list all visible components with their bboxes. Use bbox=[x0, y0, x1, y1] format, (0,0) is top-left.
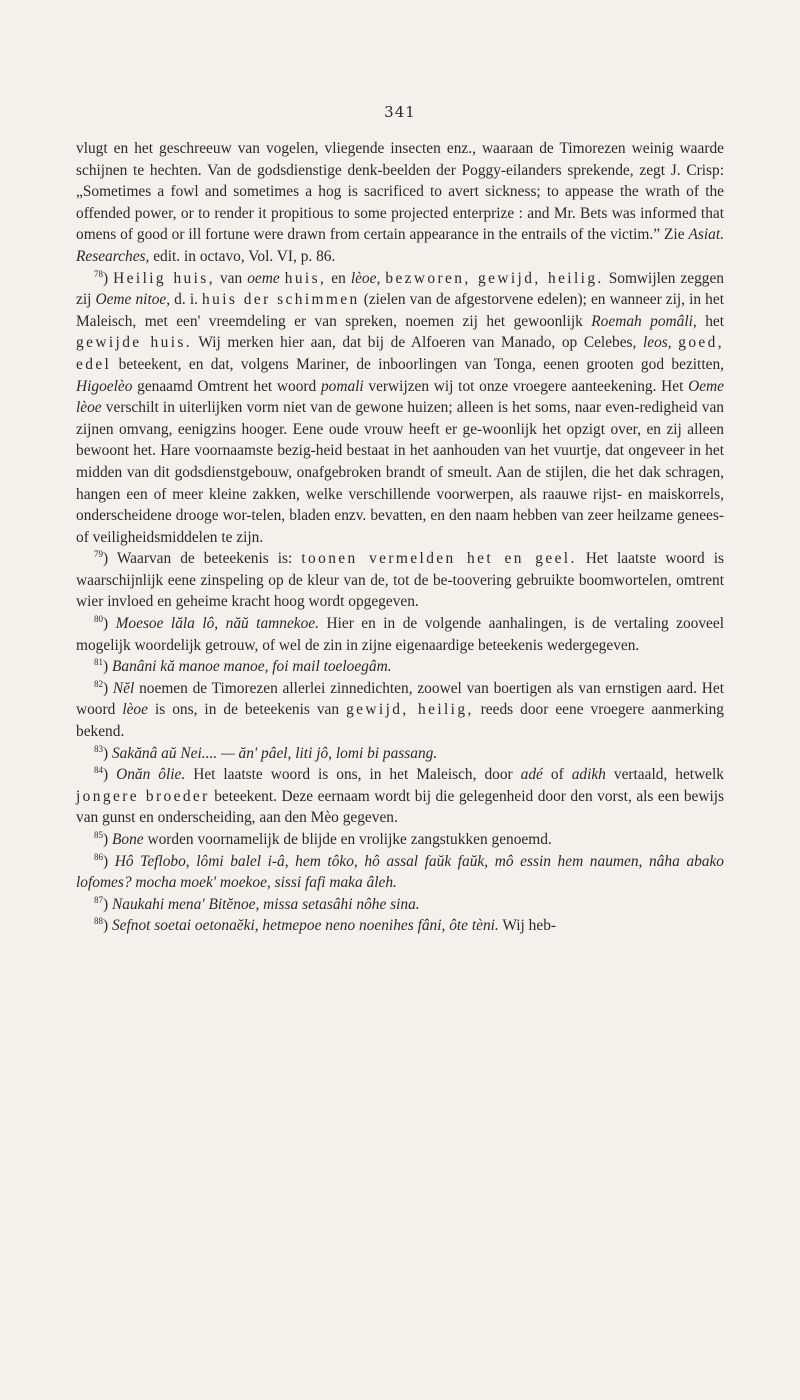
footnote-number: 84 bbox=[94, 765, 103, 776]
italic-text: Bone bbox=[111, 831, 144, 848]
footnote-text-block bbox=[76, 138, 724, 937]
italic-text: leos, bbox=[642, 334, 672, 352]
italic-text: Asiat. Researches, bbox=[76, 226, 724, 265]
text-run: genaamd Omtrent het woord bbox=[132, 377, 321, 395]
footnote-number: 81 bbox=[94, 657, 103, 668]
italic-text: Nĕl bbox=[112, 679, 135, 697]
footnote-number: 78 bbox=[94, 268, 103, 279]
italic-text: Sefnot soetai oetonaĕki, hetmepoe neno noenihes fâni, ôte tèni. bbox=[111, 917, 499, 935]
footnote-number: 80 bbox=[94, 613, 103, 624]
page-number: 341 bbox=[384, 103, 416, 121]
text-run: Hier en in de volgende aanhalingen, is de vertaling zooveel mogelijk woordelijk getrouw, of wel de zin in zijne eigenaardige beteekenis wedergegeven. bbox=[76, 615, 724, 654]
spaced-text: huis der schimmen bbox=[202, 291, 360, 309]
spaced-text: gewijde huis. bbox=[76, 334, 193, 352]
text-run: worden voornamelijk de blijde en vrolijke zangstukken genoemd. bbox=[143, 831, 552, 848]
italic-text: Oeme lèoe bbox=[76, 377, 724, 417]
text-run: ) bbox=[103, 744, 112, 762]
text-run: Wij heb- bbox=[498, 917, 557, 935]
italic-text: Higoelèo bbox=[76, 377, 133, 395]
text-run: verschilt in uiterlijken vorm niet van de gewone huizen; alleen is het soms, naar even-redigheid van zijnen omvang, eenigzins hooger. Eene oude vrouw heeft er ge-woonlijk het opzigt over, en zij alleen bewoont het. Hare voornaamste bezig-heid bestaat in het aanhouden van het vuurtje, dat ongeveer in het midden van dit godsdienstgebouw, onafgebroken brandt of smeult. Aan de stijlen, die het dak schragen, hangen een of meer kleine zakken, welke verschillende voorwerpen, als raauwe rijst- en maiskorrels, onderscheidene drooge wor-telen, bladen enzv. bevatten, en den naam hebben van zeer heilzame genees- of veiligheidsmiddelen te zijn. bbox=[76, 399, 724, 546]
italic-text: Naukahi mena' Bitĕnoe, missa setasâhi nôhe sina. bbox=[111, 895, 420, 913]
text-run: Het laatste woord is waarschijnlijk eene zinspeling op de kleur van de, tot de be-toovering gebruikte boomwortelen, omtrent wier invloed en geheime kracht hoog wordt opgegeven. bbox=[76, 550, 724, 611]
footnote-number: 82 bbox=[94, 678, 103, 689]
footnote-86 bbox=[76, 851, 724, 894]
footnote-79 bbox=[76, 548, 724, 613]
spaced-text: Heilig huis, bbox=[113, 269, 215, 287]
text-run: Wij merken hier aan, dat bij de Alfoeren van Manado, op Celebes, bbox=[192, 334, 643, 352]
footnote-87 bbox=[76, 894, 724, 916]
italic-text: Sakănâ aŭ Nei.... — ăn' pâel, liti jô, lomi bi passang. bbox=[111, 744, 438, 762]
footnote-82 bbox=[76, 678, 724, 743]
footnote-number: 79 bbox=[94, 549, 103, 560]
text-run: is ons, in de beteekenis van bbox=[147, 701, 347, 719]
footnote-81 bbox=[76, 656, 724, 678]
text-run: beteekent. Deze eernaam wordt bij die gelegenheid door den vorst, als een bewijs van gunst en onderscheiding, aan den Mèo gegeven. bbox=[76, 787, 724, 827]
italic-text: Onăn ôlie. bbox=[116, 766, 186, 784]
italic-text: lèoe bbox=[122, 701, 148, 719]
text-run: Het laatste woord is ons, in het Maleisch, door bbox=[185, 766, 521, 784]
text-run: ) bbox=[103, 269, 114, 287]
italic-text: Roemah pomâli, bbox=[591, 312, 697, 330]
text-run: vlugt en het geschreeuw van vogelen, vliegende insecten enz., waaraan de Timorezen weinig waarde schijnen te hechten. Van de godsdienstige denk-beelden der Poggy-eilanders sprekende, zegt J. Crisp: „Sometimes a fowl and sometimes a hog is sacrificed to avert sickness; to appease the wrath of the offended power, or to render it propitious to some projected enterprize : and Mr. Bets was informed that omens of good or ill fortune were drawn from certain appearance in the entrails of the victim.” Zie bbox=[76, 140, 724, 244]
continued-paragraph bbox=[76, 138, 724, 268]
text-run: verwijzen wij tot onze vroegere aanteekening. Het bbox=[363, 377, 689, 395]
text-run: of bbox=[542, 766, 572, 784]
footnote-83 bbox=[76, 743, 724, 765]
text-run: reeds door eene vroegere aanmerking bekend. bbox=[76, 701, 724, 741]
spaced-text: toonen vermelden het en geel. bbox=[301, 550, 577, 568]
footnote-number: 86 bbox=[94, 851, 103, 862]
text-run: ) Waarvan de beteekenis is: bbox=[103, 550, 302, 568]
italic-text: Oeme nitoe, bbox=[95, 291, 171, 309]
text-run: ) bbox=[103, 831, 112, 848]
spaced-text: jongere broeder bbox=[76, 787, 210, 805]
italic-text: Banâni kă manoe manoe, foi mail toeloegâm. bbox=[111, 658, 392, 676]
text-run: Somwijlen zeggen zij bbox=[76, 269, 724, 309]
italic-text: Hô Teflobo, lômi balel i-â, hem tôko, hô assal faŭk faŭk, mô essin hem naumen, nâha abako lofomes? mocha moek' moekoe, sissi fafi maka âleh. bbox=[76, 852, 724, 892]
text-run: ) bbox=[103, 895, 112, 913]
italic-text: Moesoe lăla lô, năŭ tamnekoe. bbox=[115, 615, 319, 633]
text-run: ) bbox=[103, 766, 117, 784]
italic-text: oeme bbox=[247, 269, 280, 287]
text-run: en bbox=[326, 269, 351, 287]
text-run: ) bbox=[103, 658, 112, 676]
text-run: het bbox=[696, 312, 725, 330]
footnote-88 bbox=[76, 915, 724, 937]
footnote-80 bbox=[76, 613, 724, 656]
text-run: ) bbox=[103, 679, 113, 697]
text-run: (zielen van de afgestorvene edelen); en wanneer zij, in het Maleisch, met een' vreemdeling er van spreken, noemen zij het gewoonlijk bbox=[76, 291, 724, 330]
footnote-number: 88 bbox=[94, 916, 103, 927]
text-run: van bbox=[214, 269, 248, 287]
spaced-text: huis, bbox=[284, 269, 327, 287]
italic-text: lèoe, bbox=[350, 269, 381, 287]
footnote-number: 83 bbox=[94, 743, 103, 754]
text-run: ) bbox=[103, 615, 116, 633]
text-run: d. i. bbox=[170, 291, 203, 309]
italic-text: adikh bbox=[571, 766, 606, 784]
footnote-84 bbox=[76, 764, 724, 829]
spaced-text: bezworen, gewijd, heilig. bbox=[385, 269, 604, 287]
text-run: vertaald, hetwelk bbox=[605, 766, 724, 784]
footnote-number: 87 bbox=[94, 894, 103, 905]
text-run: edit. in octavo, Vol. VI, p. 86. bbox=[149, 247, 336, 265]
footnote-78 bbox=[76, 268, 724, 549]
text-run: noemen de Timorezen allerlei zinnedichten, zoowel van boertigen als van ernstigen aard. Het woord bbox=[76, 679, 724, 719]
spaced-text: gewijd, heilig, bbox=[346, 701, 474, 719]
footnote-number: 85 bbox=[94, 829, 103, 840]
footnote-85 bbox=[76, 829, 724, 851]
italic-text: adé bbox=[520, 766, 543, 784]
spaced-text: goed, edel bbox=[76, 334, 724, 373]
text-run: beteekent, en dat, volgens Mariner, de inboorlingen van Tonga, eenen grooten god bezitten, bbox=[111, 355, 724, 373]
italic-text: pomali bbox=[320, 377, 364, 395]
text-run: ) bbox=[103, 917, 112, 935]
text-run: ) bbox=[103, 852, 115, 870]
